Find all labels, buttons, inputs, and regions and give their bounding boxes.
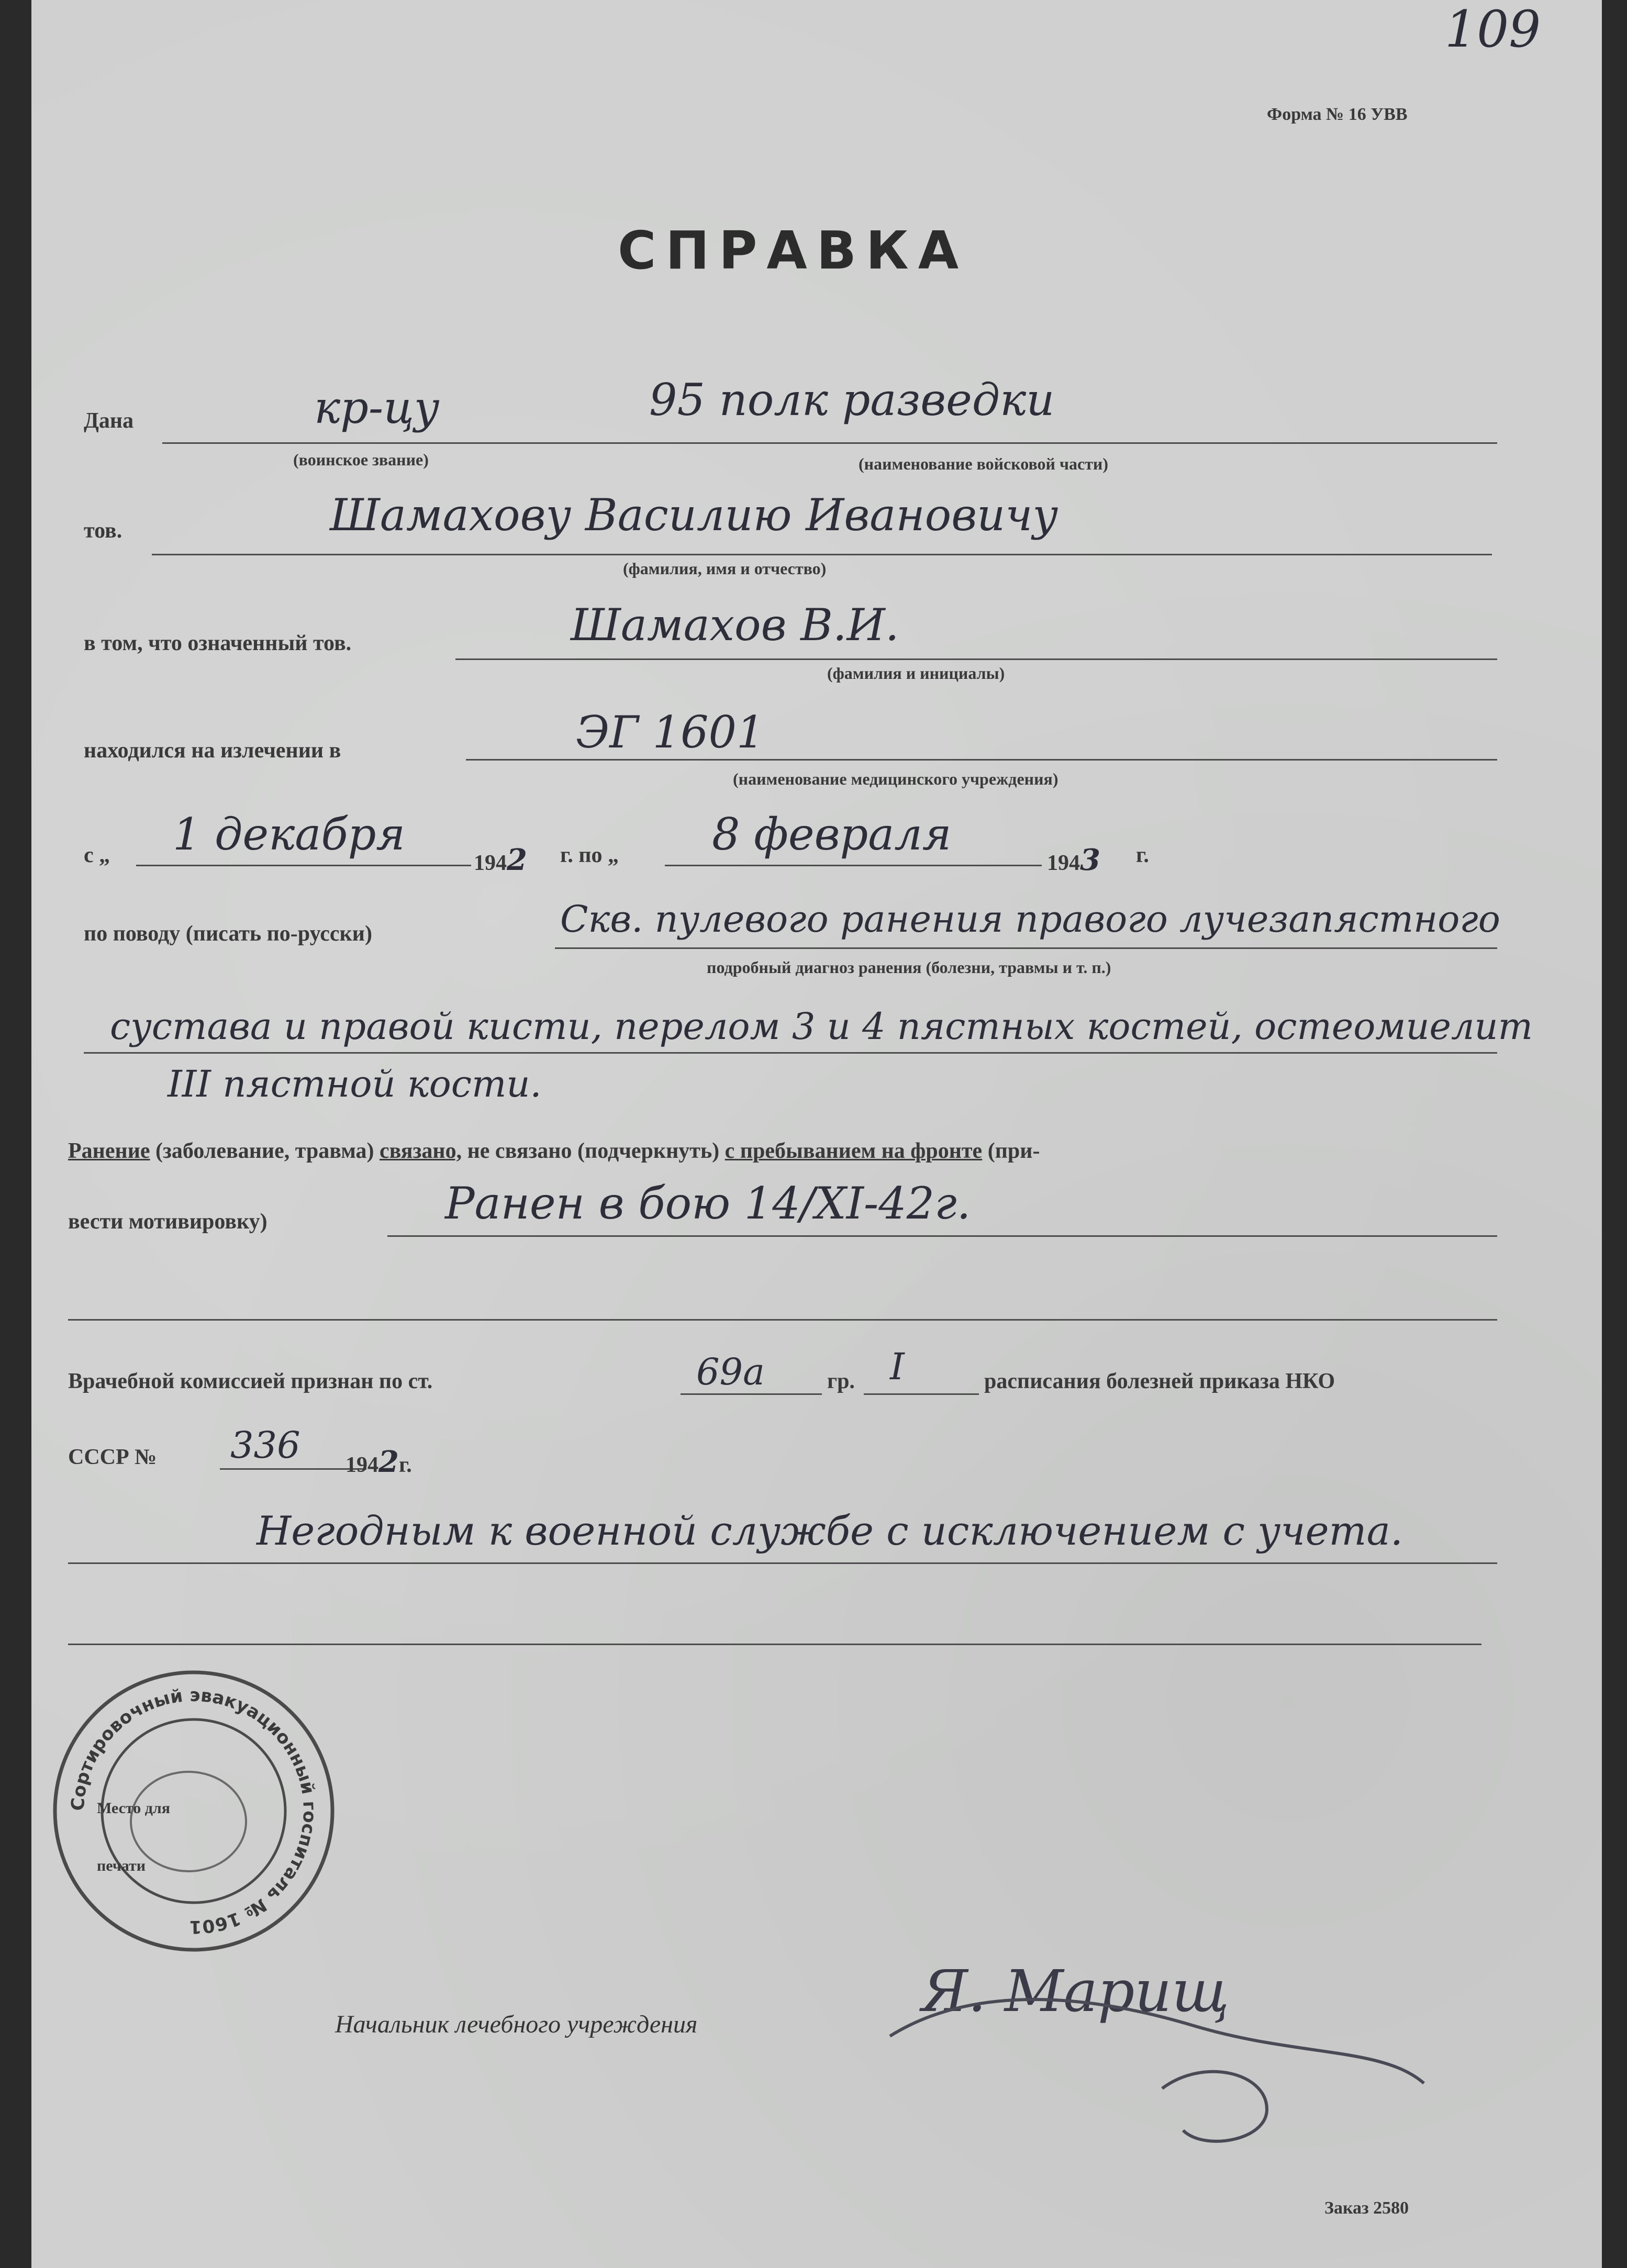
to-year-digit: 3 (1080, 843, 1100, 877)
order-footer: Заказ 2580 (1324, 2198, 1409, 2218)
initials-hint: (фамилия и инициалы) (827, 664, 1005, 683)
diagnosis-label: по поводу (писать по-русски) (84, 922, 372, 946)
diagnosis-text-1: Скв. пулевого ранения правого лучезапястного (560, 898, 1500, 941)
article-line (681, 1393, 822, 1395)
order-number-line (220, 1468, 366, 1470)
diagnosis-text-3: III пястной кости. (168, 1063, 542, 1105)
order-year-prefix: 194 (346, 1453, 378, 1477)
to-date-value: 8 февраля (712, 809, 952, 860)
group-value: I (890, 1345, 905, 1388)
name-label: тов. (84, 519, 122, 543)
motivation-line (387, 1235, 1497, 1237)
motivation-label: вести мотивировку) (68, 1210, 268, 1234)
hospital-hint: (наименование медицинского учреждения) (733, 769, 1058, 788)
scan-right-edge (1602, 0, 1627, 2268)
diagnosis-text-2: сустава и правой кисти, перелом 3 и 4 пястных костей, остеомиелит (110, 1005, 1533, 1048)
initials-line (455, 658, 1497, 660)
signature-label: Начальник лечебного учреждения (335, 2010, 698, 2038)
initials-value: Шамахов В.И. (571, 599, 899, 651)
conclusion-line (68, 1562, 1497, 1564)
relation-illness: (заболевание, травма) (155, 1139, 374, 1163)
motivation-extra-line (68, 1319, 1497, 1321)
to-year-prefix: 194 (1047, 851, 1080, 875)
stamp-place-label: Место для печати (97, 1800, 170, 1874)
hospital-line (466, 759, 1497, 761)
hospital-label: находился на излечении в (84, 739, 341, 763)
to-date-line (665, 865, 1042, 866)
motivation-value: Ранен в бою 14/XI-42г. (445, 1178, 971, 1229)
hospital-stamp (47, 1664, 340, 1958)
from-date-value: 1 декабря (173, 809, 405, 860)
relation-carry: (при- (987, 1139, 1040, 1163)
diagnosis-line-2 (84, 1052, 1497, 1054)
certificate-sheet (31, 0, 1602, 2268)
group-line (864, 1393, 979, 1395)
rank-unit-line (162, 442, 1497, 444)
hospital-value: ЭГ 1601 (576, 707, 765, 758)
unit-value: 95 полк разведки (649, 374, 1055, 426)
commission-text-a: Врачебной комиссией признан по ст. (68, 1369, 433, 1393)
relation-line (68, 1138, 1040, 1164)
relation-not-connected: не связано (подчеркнуть) (467, 1139, 720, 1163)
order-number-value: 336 (230, 1424, 300, 1467)
form-label: Форма № 16 УВВ (1267, 105, 1408, 124)
from-year-prefix: 194 (474, 851, 507, 875)
relation-connected: связано, (380, 1139, 462, 1163)
commission-text-b: гр. (827, 1369, 855, 1393)
signature-scrawl: Я. Марищ (921, 1958, 1230, 2025)
scan-left-edge (0, 0, 31, 2268)
dates-middle: г. по „ (560, 843, 619, 867)
name-hint: (фамилия, имя и отчество) (623, 559, 827, 578)
rank-label: Дана (84, 409, 134, 433)
diagnosis-hint: подробный диагноз ранения (болезни, травмы и т. п.) (707, 958, 1111, 977)
signature-flourish (869, 1963, 1445, 2162)
dates-suffix: г. (1136, 843, 1149, 867)
stamp-ring-text: Сортировочный эвакуационный госпиталь № 1601 (67, 1684, 320, 1938)
diagnosis-line-1 (555, 947, 1497, 949)
relation-front: с пребыванием на фронте (725, 1139, 983, 1163)
page-title: СПРАВКА (618, 220, 968, 281)
name-value: Шамахову Василию Ивановичу (330, 489, 1058, 541)
relation-wound: Ранение (68, 1139, 150, 1163)
archive-number: 109 (1445, 0, 1541, 59)
rank-hint: (воинское звание) (293, 450, 429, 469)
from-year-digit: 2 (507, 843, 527, 877)
commission-text-c: расписания болезней приказа НКО (984, 1369, 1335, 1393)
order-year-group (346, 1445, 412, 1479)
dates-prefix: с „ (84, 843, 110, 867)
from-year-group (474, 843, 527, 877)
from-date-line (136, 865, 471, 866)
unit-hint: (наименование войсковой части) (859, 454, 1109, 473)
order-year-suffix: г. (398, 1453, 412, 1477)
rank-value: кр-цу (314, 382, 440, 433)
article-value: 69а (696, 1350, 765, 1393)
initials-label: в том, что означенный тов. (84, 631, 352, 655)
to-year-group (1047, 843, 1100, 877)
name-line (152, 554, 1492, 555)
conclusion-value: Негодным к военной службе с исключением с учета. (257, 1507, 1403, 1554)
conclusion-extra-line (68, 1644, 1481, 1645)
order-year-digit: 2 (378, 1445, 399, 1479)
ussr-label: СССР № (68, 1445, 157, 1469)
